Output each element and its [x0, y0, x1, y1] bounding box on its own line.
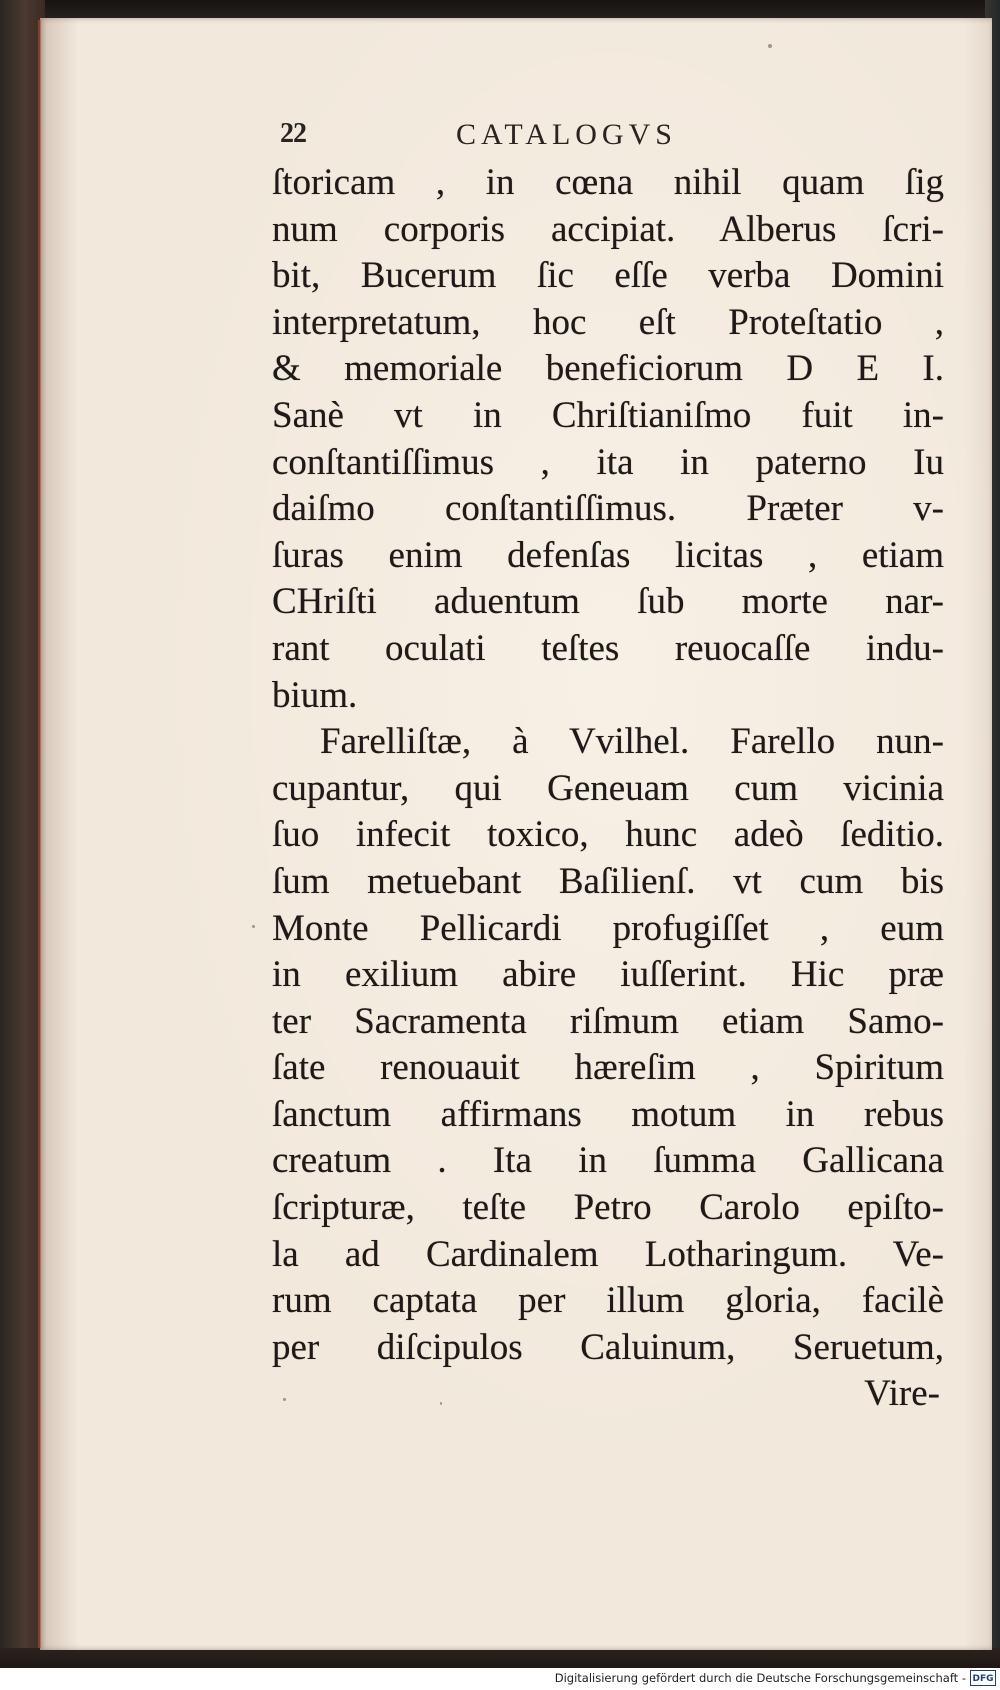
- text-line: ſuo infecit toxico, hunc adeò ſeditio.: [272, 814, 944, 856]
- text-line: cupantur, qui Geneuam cum vicinia: [272, 767, 944, 809]
- dfg-logo: DFG: [970, 1670, 996, 1686]
- text-line: bit, Bucerum ſic eſſe verba Domini: [272, 255, 944, 297]
- running-head: CATALOGVS: [456, 118, 677, 151]
- text-line: bium.: [272, 674, 358, 716]
- paper-speck: [252, 925, 255, 928]
- text-line: ter Sacramenta riſmum etiam Samo-: [272, 1000, 944, 1042]
- text-line: ſuras enim defenſas licitas , etiam: [272, 534, 944, 576]
- text-line: CHriſti aduentum ſub morte nar-: [272, 581, 944, 623]
- digitization-footer: [0, 1668, 1000, 1690]
- page-header: [280, 118, 740, 158]
- paper-speck: [440, 1402, 442, 1405]
- paper-speck: [283, 1398, 286, 1401]
- catchword: Vire-: [864, 1373, 940, 1415]
- text-line: ſate renouauit hæreſim , Spiritum: [272, 1047, 944, 1089]
- text-line: num corporis accipiat. Alberus ſcri-: [272, 208, 944, 250]
- text-line: la ad Cardinalem Lotharingum. Ve-: [272, 1233, 944, 1275]
- red-page-edge: [38, 20, 41, 1648]
- paragraph-first-line: Farelliſtæ, à Vvilhel. Farello nun-: [320, 721, 944, 763]
- text-line: creatum . Ita in ſumma Gallicana: [272, 1140, 944, 1182]
- text-line: rum captata per illum gloria, facilè: [272, 1280, 944, 1322]
- text-line: interpretatum, hoc eſt Proteſtatio ,: [272, 301, 944, 343]
- text-line: in exilium abire iuſſerint. Hic præ: [272, 954, 944, 996]
- text-line: Sanè vt in Chriſtianiſmo fuit in-: [272, 394, 944, 436]
- funding-credit: Digitalisierung gefördert durch die Deutsche Forschungsgemeinschaft -: [554, 1671, 966, 1685]
- text-line: per diſcipulos Caluinum, Seruetum,: [272, 1326, 944, 1368]
- text-line: & memoriale beneficiorum D E I.: [272, 348, 944, 390]
- paper-speck: [768, 44, 772, 48]
- text-line: daiſmo conſtantiſſimus. Præter v-: [272, 488, 944, 530]
- text-line: ſcripturæ, teſte Petro Carolo epiſto-: [272, 1187, 944, 1229]
- body-text: [272, 160, 944, 1418]
- text-line: ſanctum affirmans motum in rebus: [272, 1093, 944, 1135]
- text-line: ſtoricam , in cœna nihil quam ſig: [272, 162, 944, 203]
- text-line: conſtantiſſimus , ita in paterno Iu: [272, 441, 944, 483]
- text-line: Monte Pellicardi profugiſſet , eum: [272, 907, 944, 949]
- book-binding-bottom: [0, 1648, 1000, 1668]
- text-line: rant oculati teſtes reuocaſſe indu-: [272, 627, 944, 669]
- text-line: ſum metuebant Baſilienſ. vt cum bis: [272, 860, 944, 902]
- page-number: 22: [280, 118, 306, 149]
